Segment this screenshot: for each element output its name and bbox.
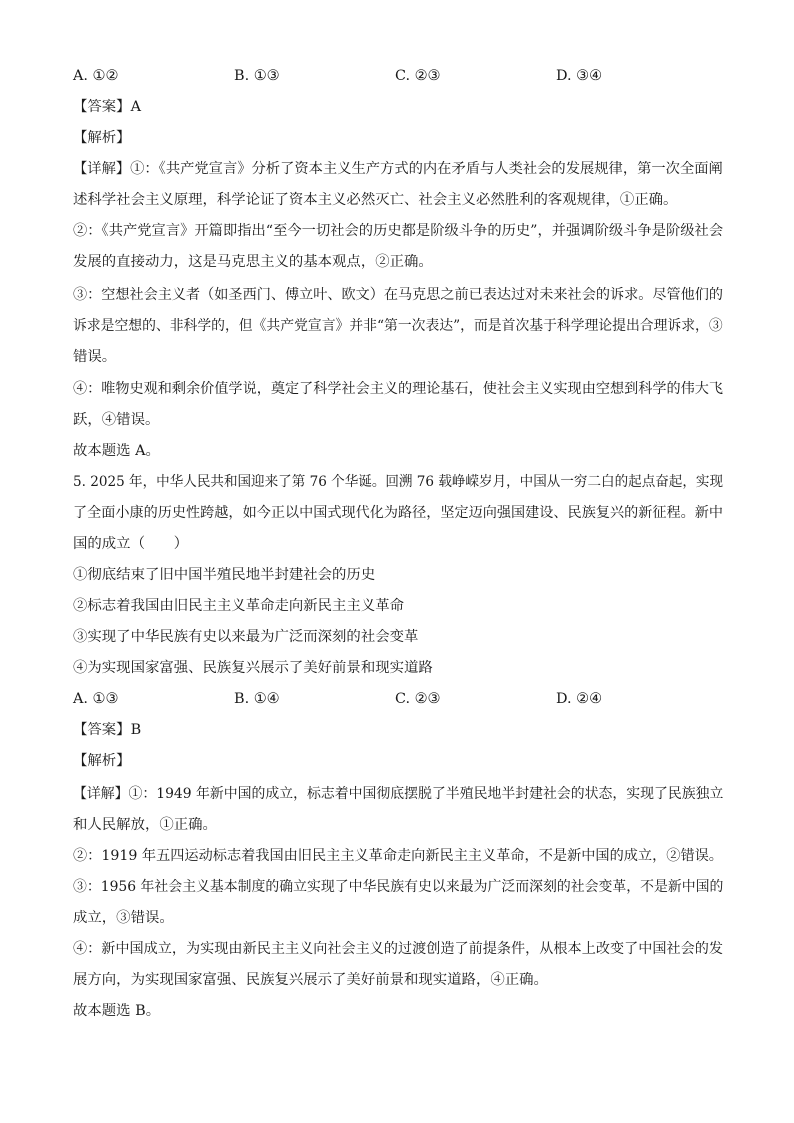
q4-option-c: C. ②③	[395, 68, 441, 84]
q5-options	[73, 689, 723, 709]
q5-detail-line: ④：新中国成立，为实现由新民主主义向社会主义的过渡创造了前提条件，从根本上改变了中国社会的发	[73, 941, 724, 957]
q4-detail-line: 发展的直接动力，这是马克思主义的基本观点，②正确。	[73, 254, 433, 270]
q5-detail-line: 成立，③错误。	[73, 910, 174, 926]
q5-detail-line: 和人民解放，①正确。	[73, 817, 217, 833]
q4-detail-line: 诉求是空想的、非科学的，但《共产党宣言》并非“第一次表达”，而是首次基于科学理论提出合理诉求，③	[73, 318, 723, 334]
q4-detail-line: ③：空想社会主义者（如圣西门、傅立叶、欧文）在马克思之前已表达过对未来社会的诉求。尽管他们的	[73, 287, 724, 303]
q4-option-d: D. ③④	[556, 68, 602, 84]
q4-detail-line: ②：《共产党宣言》开篇即指出“至今一切社会的历史都是阶级斗争的历史”，并强调阶级斗争是阶级社会	[73, 223, 724, 239]
q4-detail-line: 跃，④错误。	[73, 412, 160, 428]
q4-answer: 【答案】A	[73, 99, 141, 115]
q5-option-c: C. ②③	[395, 691, 441, 707]
q4-analysis-heading: 【解析】	[73, 130, 131, 146]
q5-stem-line: 5. 2025 年，中华人民共和国迎来了第 76 个华诞。回溯 76 载峥嵘岁月，中国从一穷二白的起点奋起，实现	[73, 474, 724, 490]
q5-statement-4: ④为实现国家富强、民族复兴展示了美好前景和现实道路	[73, 660, 433, 676]
q4-option-a: A. ①②	[73, 68, 119, 84]
q5-detail-line: 【详解】①：1949 年新中国的成立，标志着中国彻底摆脱了半殖民地半封建社会的状态，实现了民族独立	[73, 786, 724, 802]
q4-detail-line: 述科学社会主义原理，科学论证了资本主义必然灭亡、社会主义必然胜利的客观规律，①正确。	[73, 192, 678, 208]
q5-option-b: B. ①④	[234, 691, 280, 707]
q5-statement-3: ③实现了中华民族有史以来最为广泛而深刻的社会变革	[73, 629, 419, 645]
q5-detail-line: ③：1956 年社会主义基本制度的确立实现了中华民族有史以来最为广泛而深刻的社会变革，不是新中国的	[73, 879, 724, 895]
q4-options	[73, 66, 723, 86]
q4-detail-line: 错误。	[73, 349, 117, 365]
q5-analysis-heading: 【解析】	[73, 753, 131, 769]
q5-stem-line: 了全面小康的历史性跨越，如今正以中国式现代化为路径，坚定迈向强国建设、民族复兴的新征程。新中	[73, 505, 724, 521]
q5-detail-line: ②：1919 年五四运动标志着我国由旧民主主义革命走向新民主主义革命，不是新中国的成立，②错误。	[73, 848, 723, 864]
q5-answer: 【答案】B	[73, 722, 142, 738]
q5-statement-1: ①彻底结束了旧中国半殖民地半封建社会的历史	[73, 567, 376, 583]
q5-option-a: A. ①③	[73, 691, 119, 707]
q5-statement-2: ②标志着我国由旧民主主义革命走向新民主主义革命	[73, 598, 404, 614]
q5-detail-line: 展方向，为实现国家富强、民族复兴展示了美好前景和现实道路，④正确。	[73, 972, 548, 988]
q4-detail-line: 【详解】①：《共产党宣言》分析了资本主义生产方式的内在矛盾与人类社会的发展规律，第一次全面阐	[73, 161, 723, 177]
q4-option-b: B. ①③	[234, 68, 280, 84]
q5-conclusion: 故本题选 B。	[73, 1003, 161, 1019]
q5-option-d: D. ②④	[556, 691, 602, 707]
q5-stem-line: 国的成立（ ）	[73, 536, 189, 552]
q4-detail-line: ④：唯物史观和剩余价值学说，奠定了科学社会主义的理论基石，使社会主义实现由空想到科学的伟大飞	[73, 381, 724, 397]
q4-conclusion: 故本题选 A。	[73, 443, 160, 459]
